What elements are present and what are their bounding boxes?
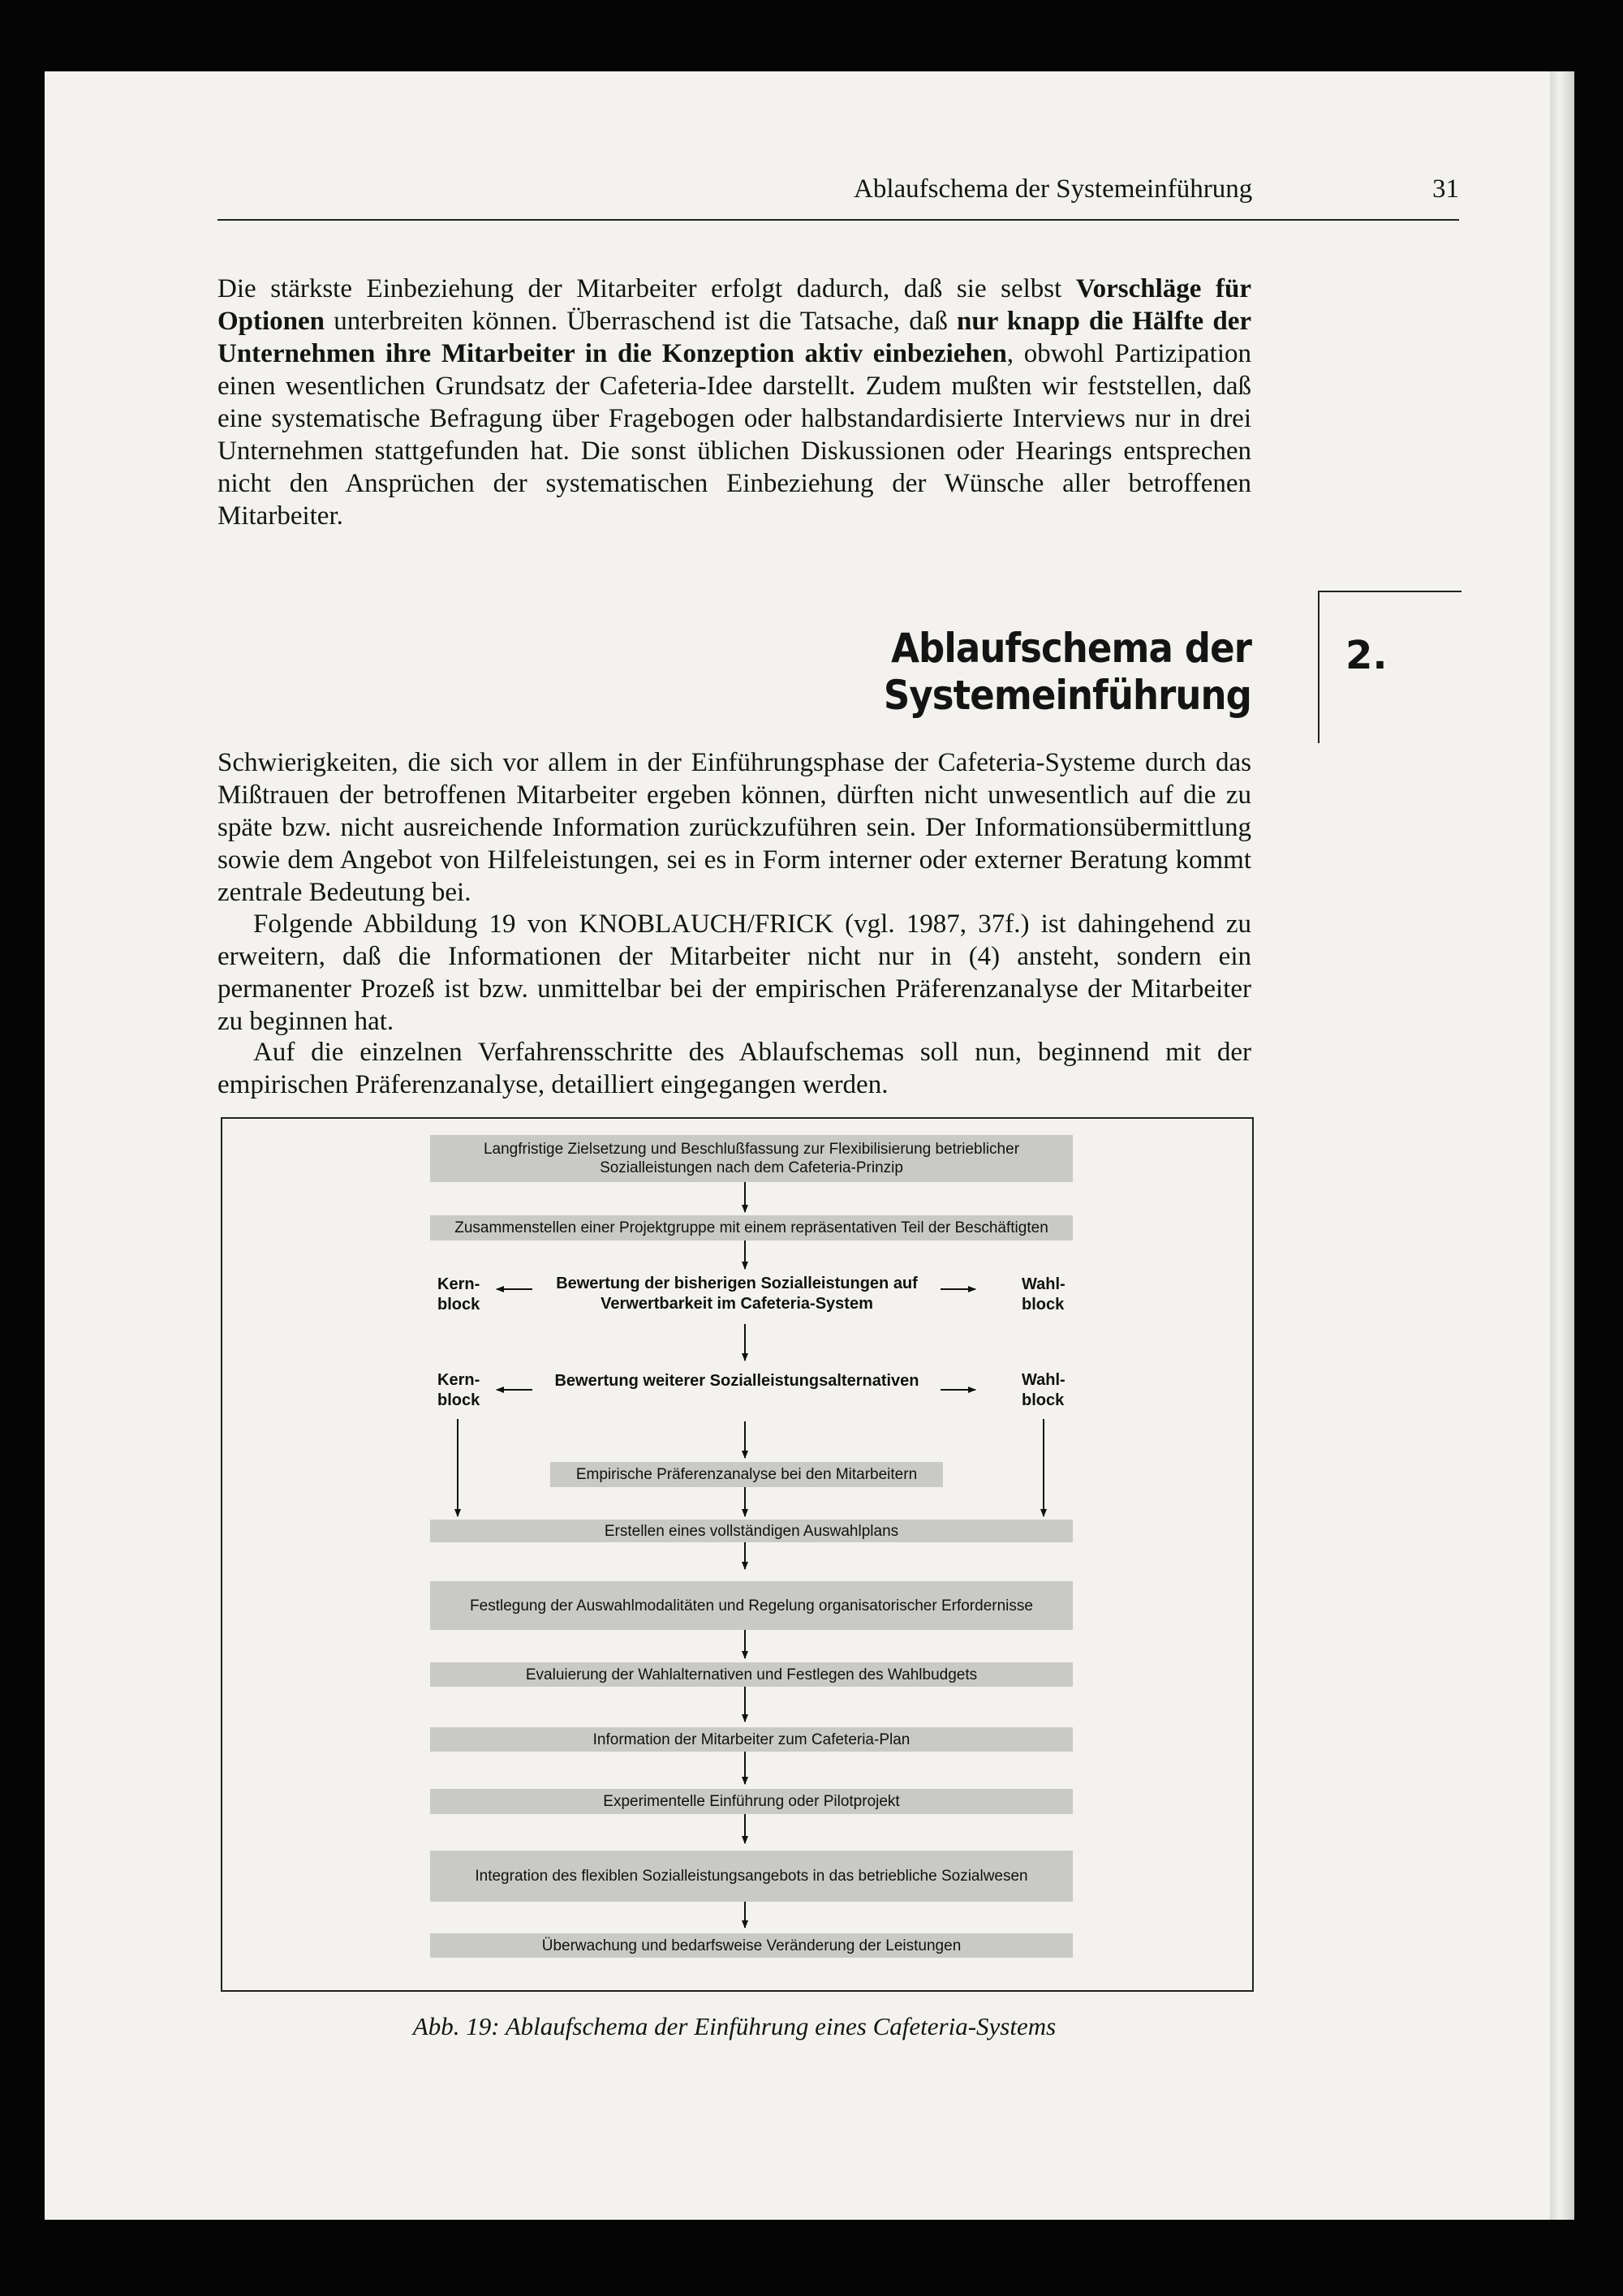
flow-step: Empirische Präferenzanalyse bei den Mitarbeitern: [550, 1462, 943, 1487]
flow-step: Festlegung der Auswahlmodalitäten und Regelung organisatorischer Erfordernisse: [430, 1581, 1073, 1630]
flow-step: Zusammenstellen einer Projektgruppe mit einem repräsentativen Teil der Beschäftigten: [430, 1215, 1073, 1240]
section-number: 2.: [1345, 633, 1388, 678]
section-heading: Ablaufschema der Systemeinführung: [883, 625, 1251, 719]
wahl-block-label: Wahl- block: [1022, 1275, 1065, 1314]
flow-step: Überwachung und bedarfsweise Veränderung der Leistungen: [430, 1933, 1073, 1958]
flow-step: Evaluierung der Wahlalternativen und Festlegen des Wahlbudgets: [430, 1662, 1073, 1687]
kern-block-label: Kern- block: [437, 1371, 480, 1409]
intro-paragraph: Die stärkste Einbeziehung der Mitarbeiter erfolgt dadurch, daß sie selbst Vorschläge für Optionen unterbreiten können. Überraschend ist die Tatsache, daß nur knapp die Hälfte der Unternehmen ihre Mitarbeiter in die Konzeption aktiv einbeziehen, obwohl Partizipation einen wesentlichen Grundsatz der Cafeteria-Idee darstellt. Zudem mußten wir feststellen, daß eine systematische Befragung über Fragebogen oder halbstandardisierte Interviews nur in drei Unternehmen stattgefunden hat. Die sonst üblichen Diskussionen oder Hearings entsprechen nicht den Ansprüchen der systematischen Einbeziehung der Wünsche aller betroffenen Mitarbeiter.: [217, 274, 1251, 531]
wahl-block-label: Wahl- block: [1022, 1371, 1065, 1409]
flow-step: Bewertung der bisherigen Sozialleistungen auf Verwertbarkeit im Cafeteria-System: [556, 1275, 918, 1313]
flow-step: Langfristige Zielsetzung und Beschlußfassung zur Flexibilisierung betrieblicher Sozialleistungen nach dem Cafeteria-Prinzip: [430, 1135, 1073, 1182]
flow-step: Erstellen eines vollständigen Auswahlplans: [430, 1520, 1073, 1542]
header-rule: [217, 219, 1459, 221]
body-paragraph: Schwierigkeiten, die sich vor allem in der Einführungsphase der Cafeteria-Systeme durch das Mißtrauen der betroffenen Mitarbeiter ergeben können, dürften nicht unwesentlich auf die zu späte bzw. nicht ausreichende Information zurückzuführen sein. Der Informationsübermittlung sowie dem Angebot von Hilfeleistungen, sei es in Form interner oder externer Beratung kommt zentrale Bedeutung bei.: [217, 748, 1251, 907]
bold-phrase: nur knapp die Hälfte der Unternehmen ihre Mitarbeiter in die Konzeption aktiv einbeziehen: [217, 307, 1251, 368]
flow-step: Information der Mitarbeiter zum Cafeteria-Plan: [430, 1727, 1073, 1752]
flow-step: Experimentelle Einführung oder Pilotprojekt: [430, 1789, 1073, 1814]
figure-caption: Abb. 19: Ablaufschema der Einführung eines Cafeteria-Systems: [412, 2012, 1057, 2040]
page-edge: [1550, 71, 1574, 2220]
body-paragraph: Auf die einzelnen Verfahrensschritte des Ablaufschemas soll nun, beginnend mit der empirischen Präferenzanalyse, detailliert eingegangen werden.: [217, 1038, 1251, 1099]
flow-step: Integration des flexiblen Sozialleistungsangebots in das betriebliche Sozialwesen: [430, 1851, 1073, 1902]
bold-phrase: Vorschläge für Optionen: [217, 274, 1251, 336]
flowchart-figure: [221, 1117, 1254, 1992]
running-title: Ablaufschema der Systemeinführung: [854, 174, 1253, 204]
body-paragraph: Folgende Abbildung 19 von KNOBLAUCH/FRICK (vgl. 1987, 37f.) ist dahingehend zu erweitern, daß die Informationen der Mitarbeiter nicht nur in (4) ansteht, sondern ein permanenter Prozeß ist bzw. unmittelbar bei der empirischen Präferenzanalyse der Mitarbeiter zu beginnen hat.: [217, 909, 1251, 1036]
flow-step: Bewertung weiterer Sozialleistungsalternativen: [554, 1372, 919, 1390]
section-marker: [1318, 591, 1462, 743]
kern-block-label: Kern- block: [437, 1275, 480, 1314]
page-number: 31: [1432, 174, 1459, 204]
